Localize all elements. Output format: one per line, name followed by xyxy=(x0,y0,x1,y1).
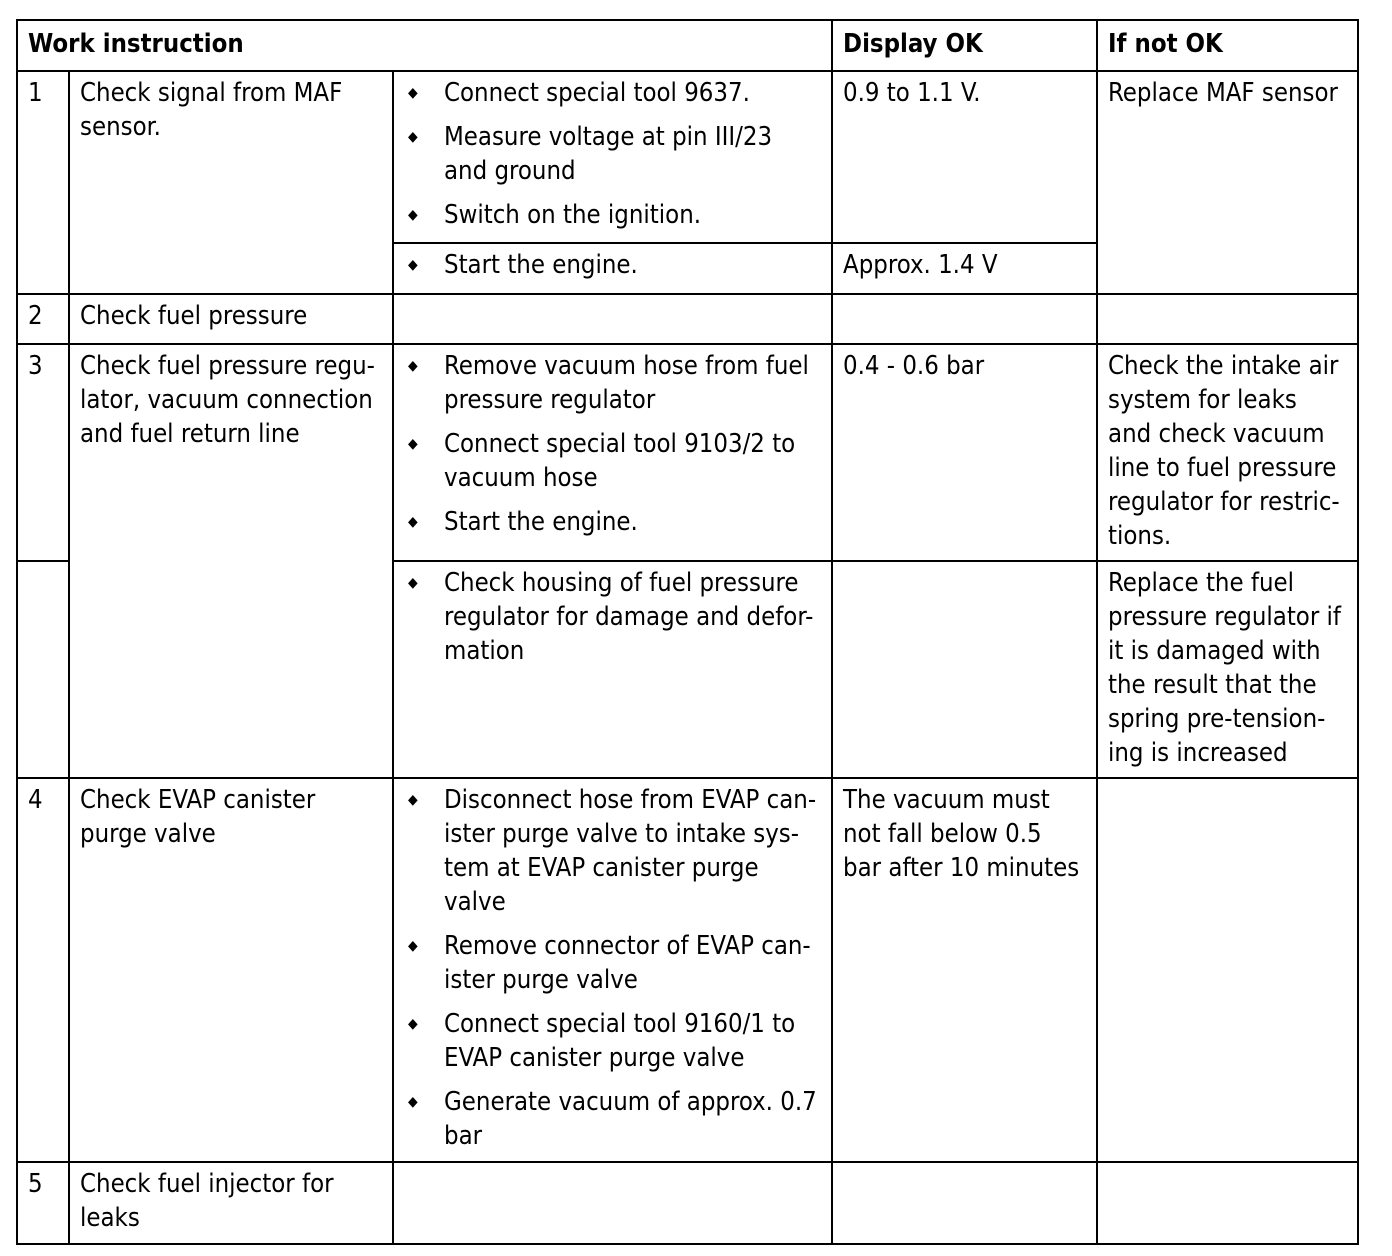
row-number: 4 xyxy=(17,778,69,1162)
display-ok-cell xyxy=(832,294,1097,344)
header-display-ok: Display OK xyxy=(832,20,1097,71)
if-not-ok-cell: Check the intake air system for leaks and check vacuum line to fuel pressure regulator for restric-tions. xyxy=(1097,344,1358,561)
steps-list xyxy=(404,783,821,1153)
if-not-ok-cell: Replace MAF sensor xyxy=(1097,71,1358,294)
table-row xyxy=(17,294,1358,344)
step-item: ◆ Start the engine. xyxy=(404,248,821,282)
if-not-ok-cell xyxy=(1097,778,1358,1162)
step-item: ◆ Connect special tool 9103/2 to vacuum hose xyxy=(404,427,821,495)
step-item: ◆ Measure voltage at pin III/23 and ground xyxy=(404,120,821,188)
step-item: ◆ Disconnect hose from EVAP can-ister purge valve to intake sys-tem at EVAP canister purge valve xyxy=(404,783,821,919)
row-number: 3 xyxy=(17,344,69,561)
task-cell: Check fuel pressure xyxy=(69,294,393,344)
step-item: ◆ Generate vacuum of approx. 0.7 bar xyxy=(404,1085,821,1153)
display-ok-cell xyxy=(832,1162,1097,1244)
table-row xyxy=(17,778,1358,1162)
step-item: ◆ Check housing of fuel pressure regulator for damage and defor-mation xyxy=(404,566,821,668)
display-ok-cell: 0.9 to 1.1 V. xyxy=(832,71,1097,243)
steps-cell xyxy=(393,71,832,243)
task-cell: Check fuel pressure regu-lator, vacuum connection and fuel return line xyxy=(69,344,393,778)
steps-list xyxy=(404,349,821,539)
header-work-instruction: Work instruction xyxy=(17,20,832,71)
display-ok-cell xyxy=(832,561,1097,778)
if-not-ok-cell: Replace the fuel pressure regulator if it is damaged with the result that the spring pre-tension-ing is increased xyxy=(1097,561,1358,778)
steps-list xyxy=(404,76,821,232)
if-not-ok-cell xyxy=(1097,294,1358,344)
step-item: ◆ Connect special tool 9160/1 to EVAP canister purge valve xyxy=(404,1007,821,1075)
task-cell: Check fuel injector for leaks xyxy=(69,1162,393,1244)
table-row xyxy=(17,344,1358,561)
table-row xyxy=(17,1162,1358,1244)
steps-list xyxy=(404,566,821,668)
steps-cell xyxy=(393,778,832,1162)
step-item: ◆ Remove vacuum hose from fuel pressure regulator xyxy=(404,349,821,417)
row-number: 2 xyxy=(17,294,69,344)
display-ok-cell: 0.4 - 0.6 bar xyxy=(832,344,1097,561)
row-number: 5 xyxy=(17,1162,69,1244)
step-item: ◆ Connect special tool 9637. xyxy=(404,76,821,110)
step-item: ◆ Remove connector of EVAP can-ister purge valve xyxy=(404,929,821,997)
header-row xyxy=(17,20,1358,71)
step-item: ◆ Start the engine. xyxy=(404,505,821,539)
work-instruction-table xyxy=(16,19,1359,1245)
row-number: 1 xyxy=(17,71,69,294)
steps-list xyxy=(404,248,821,282)
steps-cell xyxy=(393,294,832,344)
table-row xyxy=(17,71,1358,243)
steps-cell xyxy=(393,561,832,778)
steps-cell xyxy=(393,344,832,561)
step-item: ◆ Switch on the ignition. xyxy=(404,198,821,232)
if-not-ok-cell xyxy=(1097,1162,1358,1244)
steps-cell xyxy=(393,243,832,294)
display-ok-cell: The vacuum must not fall below 0.5 bar after 10 minutes xyxy=(832,778,1097,1162)
task-cell: Check EVAP canister purge valve xyxy=(69,778,393,1162)
task-cell: Check signal from MAF sensor. xyxy=(69,71,393,294)
steps-cell xyxy=(393,1162,832,1244)
display-ok-cell: Approx. 1.4 V xyxy=(832,243,1097,294)
header-if-not-ok: If not OK xyxy=(1097,20,1358,71)
row-number xyxy=(17,561,69,778)
